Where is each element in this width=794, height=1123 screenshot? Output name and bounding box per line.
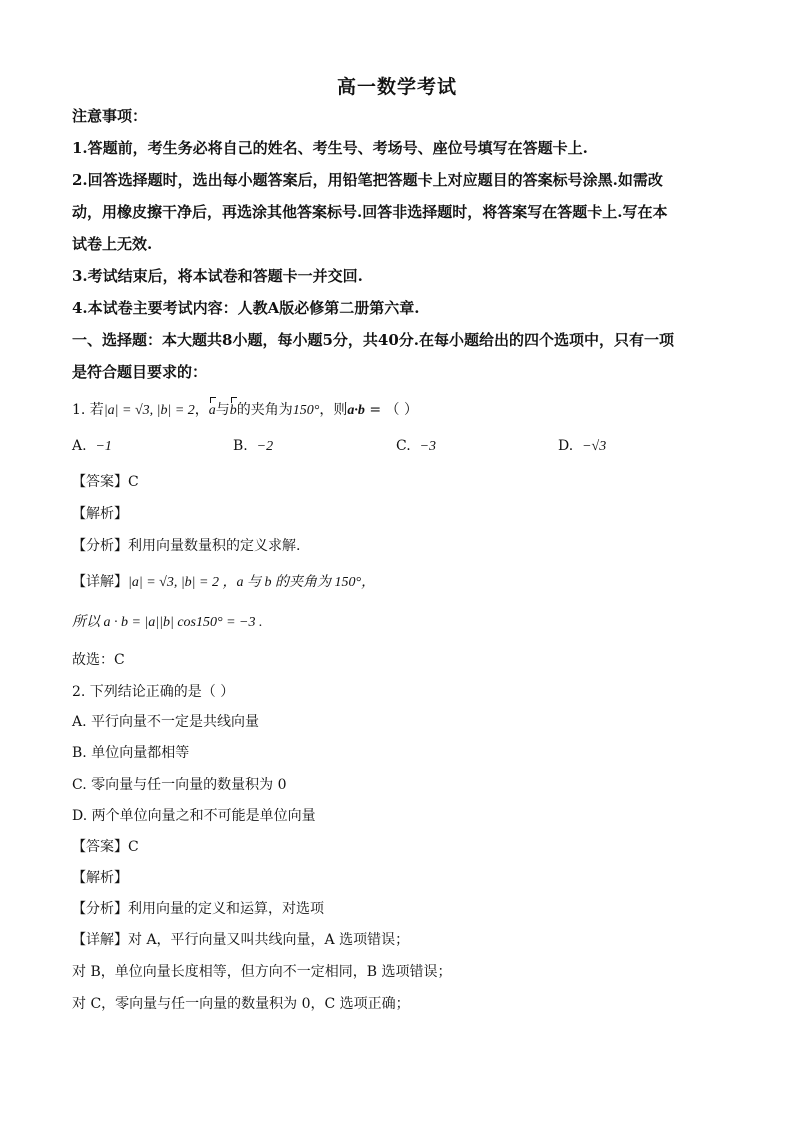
- notice-heading: 注意事项：: [72, 107, 148, 125]
- q1-conclusion: 故选：C: [72, 652, 125, 668]
- q1-xiangjie: 【详解】|a| = √3, |b| = 2 ，a 与 b 的夹角为 150°，: [72, 574, 376, 590]
- question-1-stem: [72, 400, 722, 421]
- q1-analysis-tag: 【解析】: [72, 506, 128, 522]
- notice-item-2-end: 试卷上无效.: [72, 235, 153, 253]
- q1-equals: = （ ）: [364, 402, 418, 418]
- q2-option-d: D. 两个单位向量之和不可能是单位向量: [72, 808, 316, 824]
- q1-option-b: B. −2: [233, 438, 274, 454]
- q1-option-a: A. −1: [72, 438, 112, 454]
- q2-option-c: C. 零向量与任一向量的数量积为 0: [72, 777, 287, 793]
- q1-then: ，则: [319, 402, 348, 418]
- q1-angle: 150°: [292, 403, 320, 418]
- notice-item-2-cont: 动，用橡皮擦干净后，再选涂其他答案标号.回答非选择题时，将答案写在答题卡上.写在本: [72, 203, 668, 221]
- q1-option-c: C. −3: [396, 438, 437, 454]
- q1-and: 与: [215, 402, 230, 418]
- q2-option-a: A. 平行向量不一定是共线向量: [72, 714, 260, 730]
- q1-derivation: 所以 a · b = |a||b| cos150° = −3 .: [72, 615, 263, 630]
- notice-item-3: 3.考试结束后，将本试卷和答题卡一并交回.: [72, 267, 363, 285]
- q1-comma: ，: [194, 402, 209, 418]
- question-2-stem: 2. 下列结论正确的是（ ）: [72, 684, 235, 700]
- q1-fenxi: 【分析】利用向量数量积的定义求解.: [72, 538, 301, 554]
- q2-answer: 【答案】C: [72, 839, 139, 855]
- q2-fenxi: 【分析】利用向量的定义和运算，对选项: [72, 901, 324, 917]
- section-heading: 一、选择题：本大题共8小题，每小题5分，共40分.在每小题给出的四个选项中，只有一项: [72, 331, 674, 349]
- q1-vector-b: b: [230, 401, 237, 421]
- q1-answer: 【答案】C: [72, 474, 139, 490]
- notice-item-2: 2.回答选择题时，选出每小题答案后，用铅笔把答题卡上对应题目的答案标号涂黑.如需改: [72, 171, 663, 189]
- q1-angle-text: 的夹角为: [236, 402, 293, 418]
- q2-xiangjie: 【详解】对 A，平行向量又叫共线向量，A 选项错误；: [72, 932, 410, 948]
- notice-item-4: 4.本试卷主要考试内容：人教A版必修第二册第六章.: [72, 299, 420, 317]
- q2-c-line: 对 C，零向量与任一向量的数量积为 0，C 选项正确；: [72, 996, 410, 1012]
- q1-option-d: D. −√3: [558, 438, 607, 454]
- q1-prefix: 1. 若: [72, 402, 104, 418]
- notice-item-1: 1.答题前，考生务必将自己的姓名、考生号、考场号、座位号填写在答题卡上.: [72, 139, 588, 157]
- q1-condition: |a| = √3, |b| = 2: [103, 403, 195, 418]
- q1-vector-a: a: [209, 401, 216, 421]
- section-heading-cont: 是符合题目要求的：: [72, 363, 208, 381]
- q2-b-line: 对 B，单位向量长度相等，但方向不一定相同，B 选项错误；: [72, 964, 452, 980]
- q2-analysis-tag: 【解析】: [72, 870, 128, 886]
- q1-dot-product: a·b: [347, 403, 365, 418]
- q2-option-b: B. 单位向量都相等: [72, 745, 190, 761]
- page-title: 高一数学考试: [336, 76, 457, 98]
